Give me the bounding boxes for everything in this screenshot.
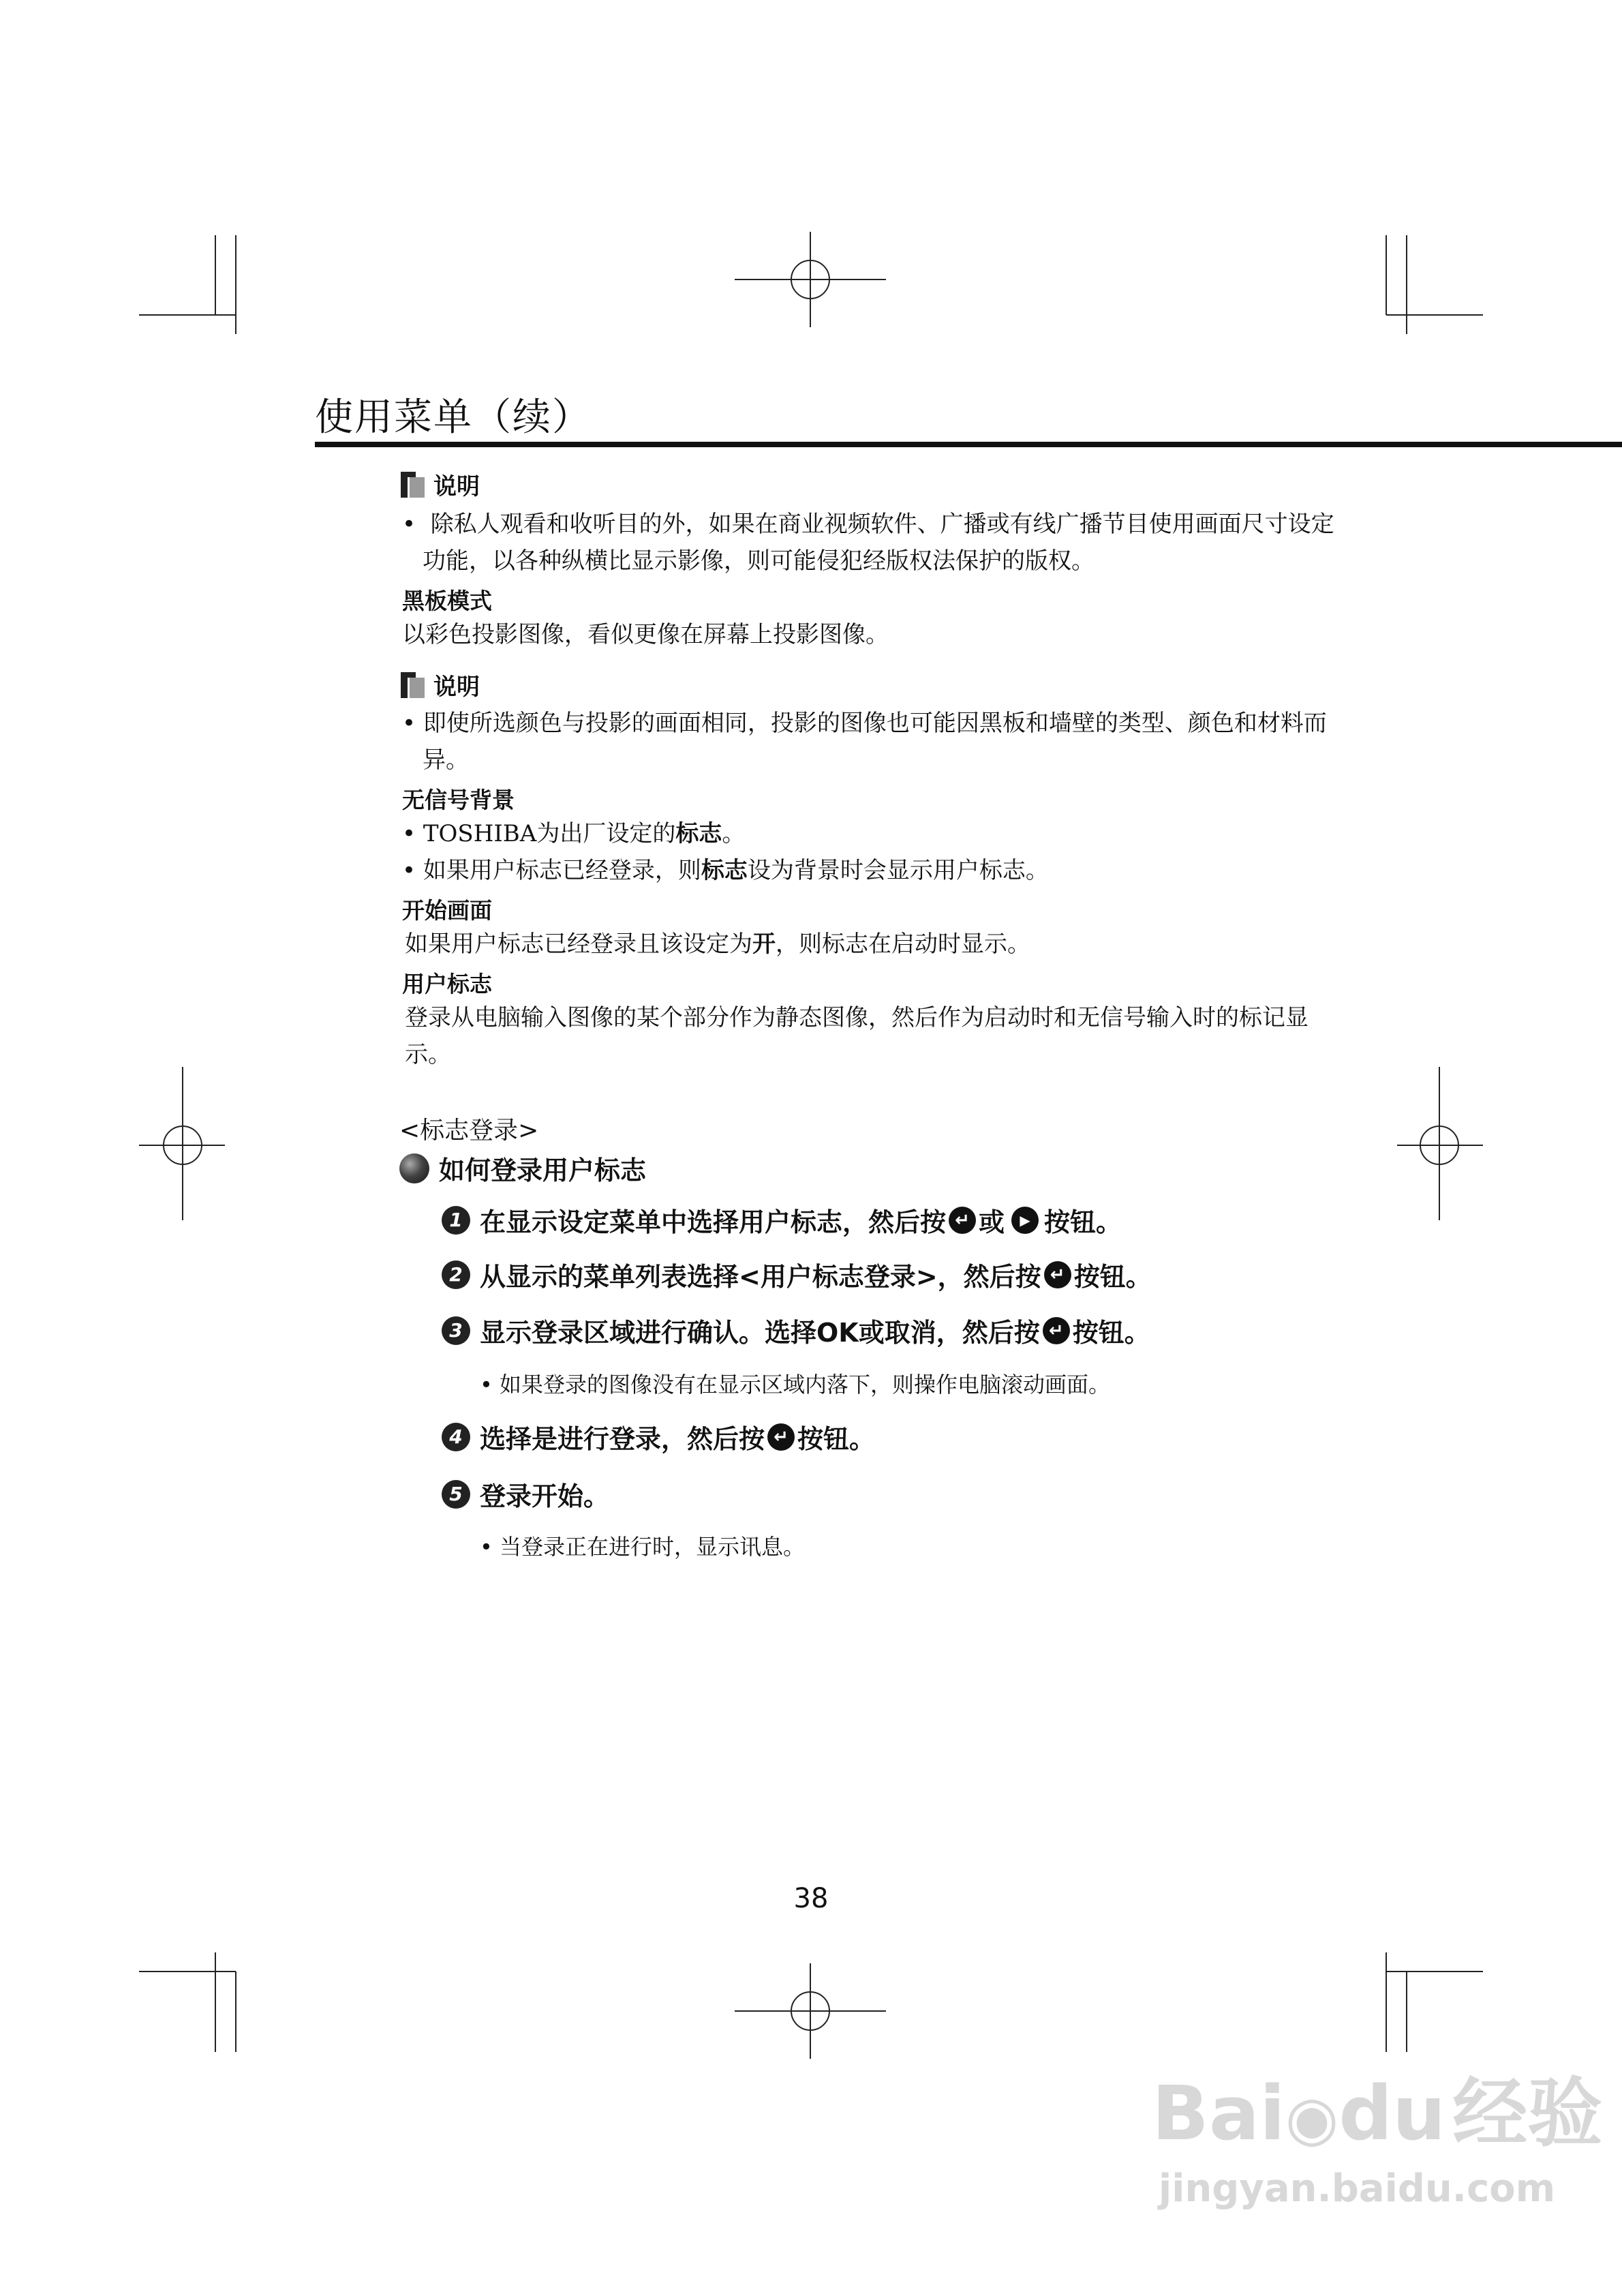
watermark-logo: Bai◉du经验 jingyan.baidu.com: [1152, 2070, 1603, 2211]
note-2-text: • 即使所选颜色与投影的画面相同，投影的图像也可能因黑板和墙壁的类型、颜色和材料而异。: [402, 710, 1327, 774]
blackboard-text: 以彩色投影图像，看似更像在屏幕上投影图像。: [402, 621, 889, 648]
page-number: 38: [793, 1883, 829, 1914]
title-rule: [315, 442, 1622, 447]
step-2: 2 从显示的菜单列表选择<用户标志登录>，然后按 ↵ 按钮。: [442, 1256, 1152, 1293]
play-icon: ▶: [1011, 1207, 1039, 1234]
note-heading-label: 说明: [433, 674, 480, 701]
step-4: 4 选择是进行登录，然后按 ↵ 按钮。: [442, 1418, 875, 1455]
no-signal-item-2: • 如果用户标志已经登录，则标志设为背景时会显示用户标志。: [402, 857, 1049, 884]
note-heading-label: 说明: [433, 473, 480, 500]
no-signal-item-1: • TOSHIBA为出厂设定的标志。: [402, 820, 746, 847]
enter-icon: ↵: [1044, 1261, 1071, 1288]
watermark-url: jingyan.baidu.com: [1159, 2166, 1556, 2211]
step-number: 5: [442, 1480, 470, 1509]
no-signal-heading: 无信号背景: [402, 787, 515, 813]
paw-icon: ◉: [1285, 2083, 1339, 2154]
step-3: 3 显示登录区域进行确认。选择OK或取消，然后按 ↵ 按钮。: [442, 1312, 1150, 1349]
step-number: 3: [442, 1316, 470, 1345]
step-5: 5 登录开始。: [442, 1475, 609, 1513]
step-5-note: • 当登录正在进行时，显示讯息。: [480, 1534, 806, 1560]
step-1: 1 在显示设定菜单中选择用户标志，然后按 ↵ 或 ▶ 按钮。: [442, 1201, 1122, 1239]
user-logo-heading: 用户标志: [402, 971, 492, 997]
step-number: 4: [442, 1423, 470, 1451]
enter-icon: ↵: [767, 1423, 795, 1451]
step-number: 1: [442, 1206, 470, 1235]
start-screen-heading: 开始画面: [402, 897, 492, 924]
step-3-note: • 如果登录的图像没有在显示区域内落下，则操作电脑滚动画面。: [480, 1372, 1111, 1398]
note-icon: [401, 472, 423, 498]
enter-icon: ↵: [949, 1207, 976, 1234]
how-to-heading: 如何登录用户标志: [399, 1149, 646, 1187]
note-icon: [401, 672, 423, 698]
bullet-ball-icon: [399, 1153, 429, 1183]
logo-register-subtitle: <标志登录>: [399, 1117, 539, 1145]
note-heading: [401, 468, 480, 501]
user-logo-text: 登录从电脑输入图像的某个部分作为静态图像，然后作为启动时和无信号输入时的标记显示。: [405, 1004, 1309, 1068]
blackboard-heading: 黑板模式: [402, 588, 492, 614]
step-number: 2: [442, 1260, 470, 1289]
enter-icon: ↵: [1043, 1317, 1070, 1344]
page-title: 使用菜单（续）: [315, 395, 592, 440]
start-screen-text: 如果用户标志已经登录且该设定为开，则标志在启动时显示。: [405, 931, 1030, 958]
note-1-text: • 除私人观看和收听目的外，如果在商业视频软件、广播或有线广播节目使用画面尺寸设定功能，以各种纵横比显示影像，则可能侵犯经版权法保护的版权。: [402, 511, 1334, 575]
note-heading: [401, 668, 480, 701]
